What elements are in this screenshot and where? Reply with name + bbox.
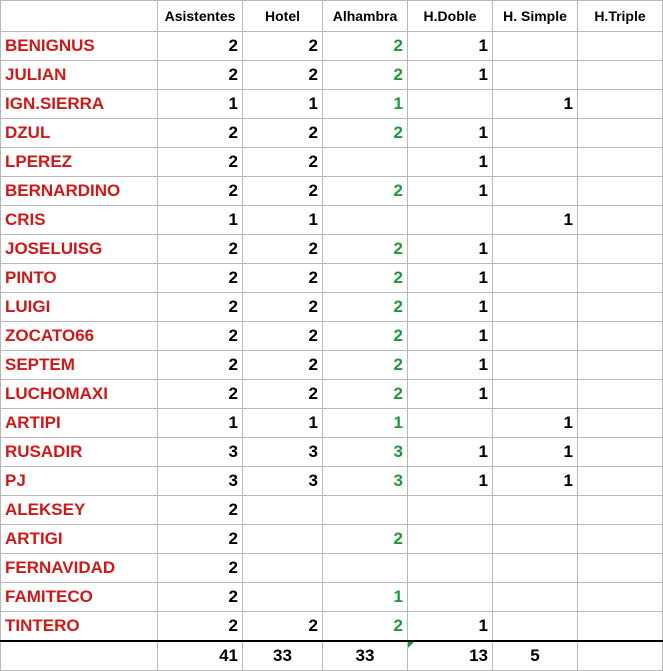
triple-cell[interactable] (578, 554, 663, 583)
triple-cell[interactable] (578, 322, 663, 351)
name-cell[interactable]: IGN.SIERRA (1, 90, 158, 119)
header-cell-triple[interactable]: H.Triple (578, 1, 663, 32)
name-cell[interactable]: FAMITECO (1, 583, 158, 612)
hotel-cell[interactable]: 2 (243, 293, 323, 322)
table-row (1, 467, 663, 496)
simple-cell[interactable] (493, 583, 578, 612)
name-cell[interactable]: ARTIPI (1, 409, 158, 438)
simple-cell[interactable] (493, 525, 578, 554)
name-cell[interactable]: RUSADIR (1, 438, 158, 467)
simple-cell[interactable] (493, 293, 578, 322)
name-cell[interactable]: FERNAVIDAD (1, 554, 158, 583)
total-label-cell[interactable] (1, 641, 158, 671)
header-cell-asistentes[interactable]: Asistentes (158, 1, 243, 32)
simple-cell[interactable]: 1 (493, 467, 578, 496)
asistentes-cell[interactable]: 2 (158, 554, 243, 583)
name-cell[interactable]: JULIAN (1, 61, 158, 90)
alhambra-cell[interactable] (323, 554, 408, 583)
hotel-cell[interactable]: 2 (243, 235, 323, 264)
header-cell-name[interactable] (1, 1, 158, 32)
name-cell[interactable]: CRIS (1, 206, 158, 235)
table-row (1, 235, 663, 264)
triple-cell[interactable] (578, 264, 663, 293)
simple-cell[interactable]: 1 (493, 438, 578, 467)
doble-cell[interactable]: 1 (408, 32, 493, 61)
triple-cell[interactable] (578, 409, 663, 438)
simple-cell[interactable] (493, 119, 578, 148)
triple-cell[interactable] (578, 525, 663, 554)
header-cell-doble[interactable]: H.Doble (408, 1, 493, 32)
simple-cell[interactable] (493, 32, 578, 61)
name-cell[interactable]: JOSELUISG (1, 235, 158, 264)
totals-row (1, 641, 663, 671)
table-row (1, 177, 663, 206)
table-row (1, 264, 663, 293)
hotel-cell[interactable] (243, 525, 323, 554)
triple-cell[interactable] (578, 293, 663, 322)
doble-cell[interactable]: 1 (408, 177, 493, 206)
triple-cell[interactable] (578, 119, 663, 148)
doble-cell[interactable]: 1 (408, 438, 493, 467)
asistentes-cell[interactable]: 3 (158, 467, 243, 496)
table-row (1, 496, 663, 525)
triple-cell[interactable] (578, 90, 663, 119)
name-cell[interactable]: LUCHOMAXI (1, 380, 158, 409)
table-body (1, 32, 663, 642)
asistentes-cell[interactable]: 2 (158, 293, 243, 322)
total-asistentes-cell[interactable]: 41 (158, 641, 243, 671)
doble-cell[interactable]: 1 (408, 61, 493, 90)
hotel-cell[interactable]: 2 (243, 612, 323, 642)
hotel-cell[interactable]: 3 (243, 438, 323, 467)
hotel-cell[interactable]: 2 (243, 148, 323, 177)
table-row (1, 554, 663, 583)
alhambra-cell[interactable]: 1 (323, 90, 408, 119)
hotel-cell[interactable]: 2 (243, 119, 323, 148)
simple-cell[interactable] (493, 322, 578, 351)
simple-cell[interactable] (493, 351, 578, 380)
hotel-cell[interactable]: 2 (243, 177, 323, 206)
alhambra-cell[interactable]: 2 (323, 61, 408, 90)
simple-cell[interactable] (493, 148, 578, 177)
hotel-cell[interactable]: 2 (243, 322, 323, 351)
total-hotel-cell[interactable]: 33 (243, 641, 323, 671)
alhambra-cell[interactable]: 2 (323, 32, 408, 61)
alhambra-cell[interactable]: 2 (323, 612, 408, 642)
hotel-cell[interactable] (243, 496, 323, 525)
name-cell[interactable]: PINTO (1, 264, 158, 293)
name-cell[interactable]: PJ (1, 467, 158, 496)
asistentes-cell[interactable]: 1 (158, 90, 243, 119)
triple-cell[interactable] (578, 177, 663, 206)
simple-cell[interactable] (493, 264, 578, 293)
header-cell-alhambra[interactable]: Alhambra (323, 1, 408, 32)
asistentes-cell[interactable]: 1 (158, 206, 243, 235)
asistentes-cell[interactable]: 2 (158, 61, 243, 90)
table-row (1, 612, 663, 642)
asistentes-cell[interactable]: 2 (158, 496, 243, 525)
alhambra-cell[interactable]: 2 (323, 177, 408, 206)
asistentes-cell[interactable]: 2 (158, 264, 243, 293)
simple-cell[interactable] (493, 177, 578, 206)
asistentes-cell[interactable]: 2 (158, 322, 243, 351)
table-row (1, 148, 663, 177)
table-row (1, 322, 663, 351)
hotel-cell[interactable]: 1 (243, 409, 323, 438)
doble-cell[interactable]: 1 (408, 264, 493, 293)
table-row (1, 119, 663, 148)
simple-cell[interactable] (493, 235, 578, 264)
triple-cell[interactable] (578, 467, 663, 496)
alhambra-cell[interactable]: 2 (323, 322, 408, 351)
table-row (1, 438, 663, 467)
doble-cell[interactable]: 1 (408, 351, 493, 380)
asistentes-cell[interactable]: 2 (158, 148, 243, 177)
doble-cell[interactable]: 1 (408, 235, 493, 264)
asistentes-cell[interactable]: 2 (158, 119, 243, 148)
doble-cell[interactable]: 1 (408, 119, 493, 148)
asistentes-cell[interactable]: 2 (158, 32, 243, 61)
table-row (1, 32, 663, 61)
alhambra-cell[interactable] (323, 148, 408, 177)
name-cell[interactable]: BERNARDINO (1, 177, 158, 206)
doble-cell[interactable]: 1 (408, 322, 493, 351)
table-row (1, 583, 663, 612)
hotel-cell[interactable]: 2 (243, 61, 323, 90)
asistentes-cell[interactable]: 2 (158, 351, 243, 380)
table-row (1, 206, 663, 235)
triple-cell[interactable] (578, 148, 663, 177)
name-cell[interactable]: BENIGNUS (1, 32, 158, 61)
alhambra-cell[interactable]: 2 (323, 119, 408, 148)
asistentes-cell[interactable]: 2 (158, 380, 243, 409)
hotel-cell[interactable]: 1 (243, 90, 323, 119)
simple-cell[interactable] (493, 554, 578, 583)
alhambra-cell[interactable]: 3 (323, 438, 408, 467)
simple-cell[interactable] (493, 61, 578, 90)
header-cell-hotel[interactable]: Hotel (243, 1, 323, 32)
doble-cell[interactable]: 1 (408, 467, 493, 496)
simple-cell[interactable]: 1 (493, 206, 578, 235)
name-cell[interactable]: ARTIGI (1, 525, 158, 554)
alhambra-cell[interactable]: 1 (323, 409, 408, 438)
total-alhambra-cell[interactable]: 33 (323, 641, 408, 671)
doble-cell[interactable] (408, 554, 493, 583)
doble-cell[interactable] (408, 409, 493, 438)
alhambra-cell[interactable]: 2 (323, 293, 408, 322)
hotel-cell[interactable]: 2 (243, 380, 323, 409)
simple-cell[interactable] (493, 380, 578, 409)
triple-cell[interactable] (578, 351, 663, 380)
asistentes-cell[interactable]: 2 (158, 612, 243, 642)
name-cell[interactable]: LPEREZ (1, 148, 158, 177)
alhambra-cell[interactable]: 2 (323, 264, 408, 293)
hotel-cell[interactable]: 3 (243, 467, 323, 496)
hotel-cell[interactable] (243, 583, 323, 612)
alhambra-cell[interactable]: 3 (323, 467, 408, 496)
table-row (1, 351, 663, 380)
table-row (1, 380, 663, 409)
hotel-cell[interactable]: 1 (243, 206, 323, 235)
triple-cell[interactable] (578, 583, 663, 612)
doble-cell[interactable]: 1 (408, 293, 493, 322)
asistentes-cell[interactable]: 2 (158, 235, 243, 264)
table-row (1, 293, 663, 322)
name-cell[interactable]: ALEKSEY (1, 496, 158, 525)
triple-cell[interactable] (578, 235, 663, 264)
table-row (1, 90, 663, 119)
alhambra-cell[interactable] (323, 496, 408, 525)
asistentes-cell[interactable]: 1 (158, 409, 243, 438)
alhambra-cell[interactable] (323, 206, 408, 235)
name-cell[interactable]: ZOCATO66 (1, 322, 158, 351)
triple-cell[interactable] (578, 206, 663, 235)
triple-cell[interactable] (578, 380, 663, 409)
hotel-cell[interactable]: 2 (243, 351, 323, 380)
doble-cell[interactable] (408, 206, 493, 235)
alhambra-cell[interactable]: 2 (323, 235, 408, 264)
alhambra-cell[interactable]: 2 (323, 380, 408, 409)
header-row (1, 1, 663, 32)
table-row (1, 61, 663, 90)
name-cell[interactable]: TINTERO (1, 612, 158, 642)
triple-cell[interactable] (578, 61, 663, 90)
triple-cell[interactable] (578, 496, 663, 525)
asistentes-cell[interactable]: 2 (158, 583, 243, 612)
alhambra-cell[interactable]: 2 (323, 525, 408, 554)
triple-cell[interactable] (578, 32, 663, 61)
header-cell-simple[interactable]: H. Simple (493, 1, 578, 32)
doble-cell[interactable] (408, 525, 493, 554)
doble-cell[interactable] (408, 496, 493, 525)
doble-cell[interactable]: 1 (408, 612, 493, 642)
name-cell[interactable]: SEPTEM (1, 351, 158, 380)
triple-cell[interactable] (578, 438, 663, 467)
simple-cell[interactable]: 1 (493, 90, 578, 119)
alhambra-cell[interactable]: 2 (323, 351, 408, 380)
doble-cell[interactable]: 1 (408, 380, 493, 409)
simple-cell[interactable] (493, 612, 578, 642)
asistentes-cell[interactable]: 2 (158, 525, 243, 554)
hotel-cell[interactable] (243, 554, 323, 583)
hotel-cell[interactable]: 2 (243, 264, 323, 293)
alhambra-cell[interactable]: 1 (323, 583, 408, 612)
simple-cell[interactable]: 1 (493, 409, 578, 438)
triple-cell[interactable] (578, 612, 663, 642)
hotel-cell[interactable]: 2 (243, 32, 323, 61)
asistentes-cell[interactable]: 3 (158, 438, 243, 467)
table-row (1, 525, 663, 554)
name-cell[interactable]: LUIGI (1, 293, 158, 322)
asistentes-cell[interactable]: 2 (158, 177, 243, 206)
total-doble-cell[interactable]: 13 (408, 641, 493, 671)
name-cell[interactable]: DZUL (1, 119, 158, 148)
doble-cell[interactable] (408, 583, 493, 612)
table-row (1, 409, 663, 438)
total-triple-cell[interactable] (578, 641, 663, 671)
doble-cell[interactable] (408, 90, 493, 119)
doble-cell[interactable]: 1 (408, 148, 493, 177)
total-simple-cell[interactable]: 5 (493, 641, 578, 671)
simple-cell[interactable] (493, 496, 578, 525)
